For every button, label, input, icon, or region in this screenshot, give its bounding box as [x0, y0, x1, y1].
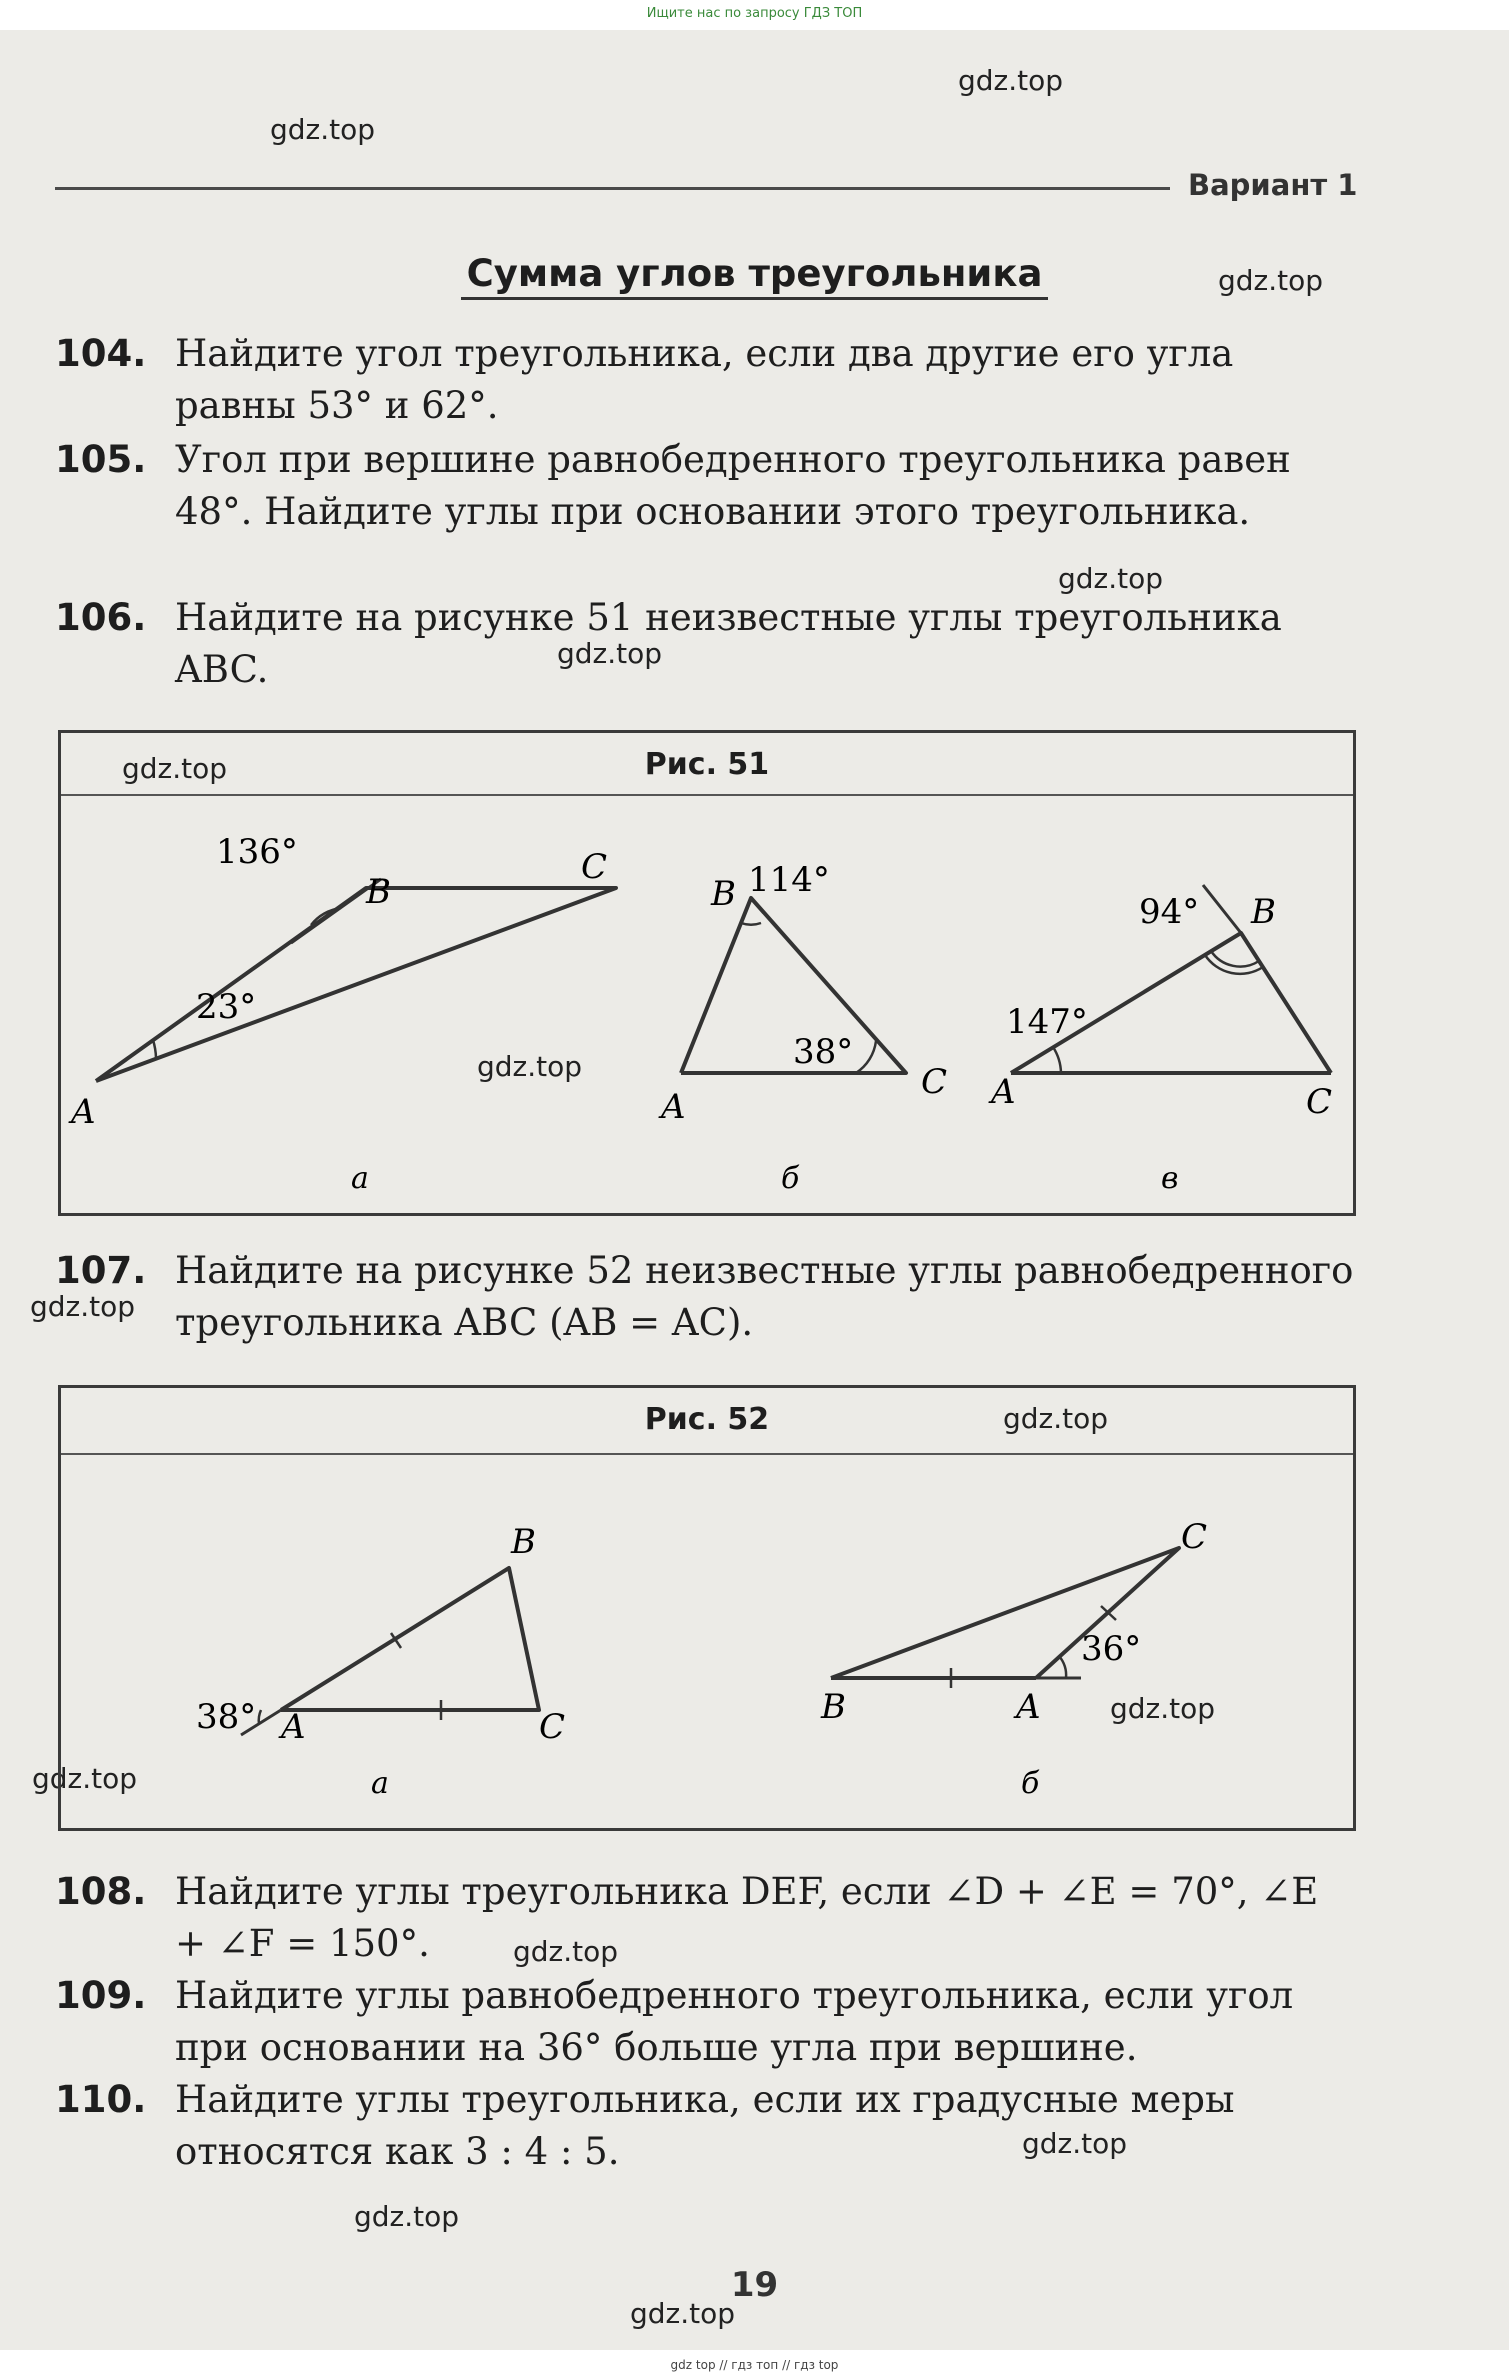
- watermark: gdz.top: [557, 637, 663, 670]
- page-number: 19: [730, 2265, 779, 2305]
- watermark: gdz.top: [1110, 1692, 1216, 1725]
- figure-51-drawing: [61, 733, 1353, 1213]
- fig51b-vertex-b: B: [711, 874, 736, 914]
- fig52a-vertex-a: A: [281, 1707, 306, 1747]
- fig51b-angle-c: 38°: [793, 1032, 854, 1072]
- fig52a-vertex-b: B: [511, 1522, 536, 1562]
- watermark: gdz.top: [513, 1935, 619, 1968]
- fig51a-vertex-b: B: [366, 872, 391, 912]
- fig52a-label: а: [371, 1766, 389, 1801]
- fig51b-vertex-c: C: [921, 1062, 948, 1102]
- watermark: gdz.top: [32, 1762, 138, 1795]
- fig51b-label: б: [781, 1161, 800, 1196]
- top-notice: Ищите нас по запросу ГДЗ ТОП: [646, 6, 863, 21]
- bottom-notice-bar: [0, 2350, 1509, 2380]
- fig51b-angle-b: 114°: [748, 860, 830, 900]
- top-notice-bar: [0, 0, 1509, 30]
- watermark: gdz.top: [1003, 1402, 1109, 1435]
- watermark: gdz.top: [122, 752, 228, 785]
- fig51a-angle-ext: 136°: [216, 832, 298, 872]
- section-title-text: Сумма углов треугольника: [461, 252, 1049, 300]
- fig52b-vertex-a: A: [1016, 1687, 1041, 1727]
- problem-text: Найдите на рисунке 51 неизвестные углы треугольника ABC.: [175, 596, 1282, 691]
- watermark: gdz.top: [354, 2200, 460, 2233]
- fig52a-vertex-c: C: [539, 1707, 566, 1747]
- watermark: gdz.top: [1022, 2127, 1128, 2160]
- watermark: gdz.top: [958, 64, 1064, 97]
- problem-number: 110.: [55, 2078, 147, 2121]
- problem-text: Найдите на рисунке 52 неизвестные углы равнобедренного треугольника ABC (AB = AC).: [175, 1249, 1354, 1344]
- problem-104: [55, 328, 1355, 432]
- fig51v-angle-ext: 147°: [1006, 1002, 1088, 1042]
- fig52b-angle-ext: 36°: [1081, 1629, 1142, 1669]
- header-rule: [55, 187, 1170, 190]
- watermark: gdz.top: [1218, 264, 1324, 297]
- fig52b-vertex-c: C: [1181, 1517, 1208, 1557]
- fig51v-vertex-a: A: [991, 1072, 1016, 1112]
- watermark: gdz.top: [630, 2297, 736, 2330]
- figure-title: Рис. 51: [644, 747, 770, 782]
- figure-52-drawing: [61, 1388, 1353, 1828]
- problem-text: Найдите угол треугольника, если два другие его угла равны 53° и 62°.: [175, 332, 1234, 427]
- figure-title: Рис. 52: [644, 1402, 770, 1437]
- problem-107: [55, 1245, 1355, 1349]
- problem-number: 106.: [55, 596, 147, 639]
- problem-number: 107.: [55, 1249, 147, 1292]
- problem-text: Найдите углы треугольника, если их градусные меры относятся как 3 : 4 : 5.: [175, 2078, 1235, 2173]
- problem-109: [55, 1970, 1355, 2074]
- watermark: gdz.top: [30, 1290, 136, 1323]
- problem-108: [55, 1866, 1355, 1970]
- problem-number: 109.: [55, 1974, 147, 2017]
- watermark: gdz.top: [477, 1050, 583, 1083]
- fig51b-vertex-a: A: [661, 1087, 686, 1127]
- problem-number: 104.: [55, 332, 147, 375]
- problem-text: Найдите углы треугольника DEF, если ∠D + ∠E = 70°, ∠E + ∠F = 150°.: [175, 1870, 1319, 1965]
- fig51a-vertex-a: A: [71, 1092, 96, 1132]
- fig51a-label: а: [351, 1161, 369, 1196]
- problem-text: Найдите углы равнобедренного треугольника, если угол при основании на 36° больше угла при вершине.: [175, 1974, 1294, 2069]
- watermark: gdz.top: [1058, 562, 1164, 595]
- problem-110: [55, 2074, 1355, 2178]
- problem-105: [55, 434, 1355, 538]
- fig52a-angle-ext: 38°: [196, 1697, 257, 1737]
- figure-51: [58, 730, 1356, 1216]
- figure-52: [58, 1385, 1356, 1831]
- problem-106: [55, 592, 1355, 696]
- fig52b-vertex-b: B: [821, 1687, 846, 1727]
- fig52b-label: б: [1021, 1766, 1040, 1801]
- fig51a-angle-a: 23°: [196, 987, 257, 1027]
- fig51a-vertex-c: C: [581, 847, 608, 887]
- fig51v-label: в: [1161, 1161, 1179, 1196]
- problem-number: 108.: [55, 1870, 147, 1913]
- variant-label: Вариант 1: [1188, 168, 1358, 202]
- fig51v-vertex-c: C: [1306, 1082, 1333, 1122]
- bottom-notice: gdz top // гдз топ // гдз top: [670, 2358, 839, 2372]
- fig51v-vertex-b: B: [1251, 892, 1276, 932]
- fig51v-angle-b: 94°: [1139, 892, 1200, 932]
- problem-text: Угол при вершине равнобедренного треугольника равен 48°. Найдите углы при основании этого треугольника.: [175, 438, 1291, 533]
- section-title: [0, 252, 1509, 295]
- watermark: gdz.top: [270, 113, 376, 146]
- problem-number: 105.: [55, 438, 147, 481]
